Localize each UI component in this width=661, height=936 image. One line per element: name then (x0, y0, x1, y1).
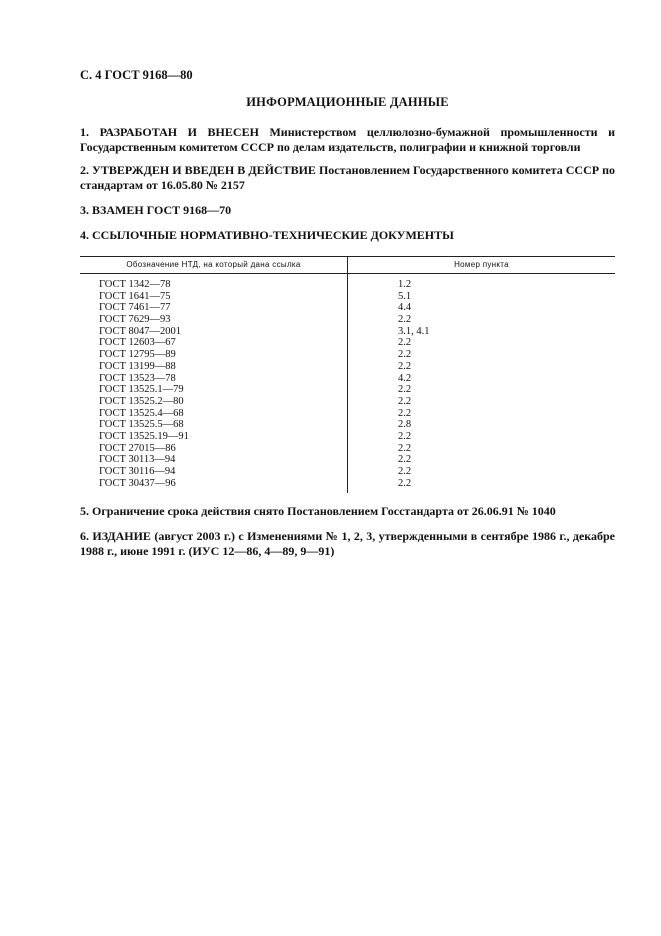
row-clause: 2.2 (398, 454, 412, 466)
item-number: 5. (80, 504, 89, 518)
item-number: 1. (80, 125, 89, 139)
row-clause: 2.2 (398, 384, 412, 396)
row-document: ГОСТ 12603—67 (99, 337, 176, 349)
item-number: 3. (80, 203, 89, 217)
table-row (80, 419, 615, 431)
info-item-2 (80, 163, 615, 193)
table-row (80, 454, 615, 466)
info-item-1 (80, 125, 615, 155)
table-row (80, 314, 615, 326)
table-row (80, 431, 615, 443)
item-body: (август 2003 г.) с Изменениями № 1, 2, 3, утвержденными в сентябре 1986 г., декабре 1988 г., июне 1991 г. (ИУС 12—86, 4—89, 9—91) (80, 529, 616, 558)
row-clause: 2.2 (398, 477, 412, 489)
row-document: ГОСТ 30437—96 (99, 477, 176, 489)
row-clause: 2.2 (398, 337, 412, 349)
table-row (80, 349, 615, 361)
row-clause: 2.2 (398, 407, 412, 419)
row-clause: 2.2 (398, 466, 412, 477)
row-clause: 2.2 (398, 442, 412, 454)
row-document: ГОСТ 13199—88 (99, 360, 176, 372)
row-clause: 2.2 (398, 360, 412, 372)
row-document: ГОСТ 30113—94 (99, 454, 176, 466)
item-number: 4. (80, 228, 89, 242)
row-clause: 2.2 (398, 349, 412, 361)
row-document: ГОСТ 7629—93 (99, 314, 171, 326)
table-row (80, 279, 615, 291)
row-document: ГОСТ 13525.5—68 (99, 419, 184, 431)
row-clause: 2.2 (398, 314, 412, 326)
item-lead: УТВЕРЖДЕН И ВВЕДЕН В ДЕЙСТВИЕ (92, 163, 316, 177)
table-row (80, 326, 615, 338)
column-header-clause: Номер пункта (454, 260, 509, 269)
table-row (80, 302, 615, 314)
item-lead: ССЫЛОЧНЫЕ НОРМАТИВНО-ТЕХНИЧЕСКИЕ ДОКУМЕНТЫ (92, 228, 454, 242)
row-document: ГОСТ 27015—86 (99, 442, 176, 454)
row-clause: 2.2 (398, 395, 412, 407)
table-row (80, 361, 615, 373)
table-row (80, 478, 615, 490)
row-document: ГОСТ 12795—89 (99, 349, 176, 361)
item-number: 2. (80, 163, 89, 177)
item-body: Постановлением Государственного комитета СССР по стандартам от 16.05.80 № 2157 (80, 163, 616, 192)
row-clause: 4.2 (398, 372, 412, 384)
row-document: ГОСТ 13525.4—68 (99, 407, 184, 419)
row-document: ГОСТ 13525.1—79 (99, 384, 184, 396)
row-document: ГОСТ 30116—94 (99, 466, 176, 477)
reference-documents-table (80, 256, 615, 493)
info-item-4 (80, 228, 615, 243)
section-title: ИНФОРМАЦИОННЫЕ ДАННЫЕ (246, 95, 449, 109)
table-row (80, 443, 615, 455)
item-body: Министерством целлюлозно-бумажной промышленности и Государственным комитетом СССР по делам издательств, полиграфии и книжной торговли (80, 125, 615, 154)
row-document: ГОСТ 1641—75 (99, 290, 171, 302)
row-document: ГОСТ 13525.2—80 (99, 395, 184, 407)
row-clause: 1.2 (398, 279, 412, 290)
item-number: 6. (80, 529, 89, 543)
table-row (80, 384, 615, 396)
table-row (80, 373, 615, 385)
row-document: ГОСТ 7461—77 (99, 302, 171, 314)
table-row (80, 337, 615, 349)
row-document: ГОСТ 13525.19—91 (99, 430, 189, 442)
item-lead: ИЗДАНИЕ (92, 529, 151, 543)
page-header: С. 4 ГОСТ 9168—80 (80, 68, 193, 82)
row-clause: 4.4 (398, 302, 412, 314)
row-clause: 5.1 (398, 290, 412, 302)
row-document: ГОСТ 8047—2001 (99, 325, 182, 337)
table-row (80, 291, 615, 303)
table-row (80, 408, 615, 420)
row-clause: 3.1, 4.1 (398, 325, 430, 337)
info-item-6 (80, 529, 615, 559)
table-row (80, 396, 615, 408)
row-document: ГОСТ 13523—78 (99, 372, 176, 384)
table-row (80, 466, 615, 478)
item-lead: РАЗРАБОТАН И ВНЕСЕН (99, 125, 259, 139)
item-body: Ограничение срока действия снято Постановлением Госстандарта от 26.06.91 № 1040 (92, 504, 556, 518)
row-document: ГОСТ 1342—78 (99, 279, 171, 290)
column-header-document: Обозначение НТД, на который дана ссылка (126, 260, 301, 269)
row-clause: 2.8 (398, 419, 412, 431)
table-body (80, 279, 615, 489)
info-item-3 (80, 203, 615, 218)
info-item-5 (80, 504, 615, 519)
item-lead: ВЗАМЕН ГОСТ 9168—70 (92, 203, 232, 217)
row-clause: 2.2 (398, 430, 412, 442)
